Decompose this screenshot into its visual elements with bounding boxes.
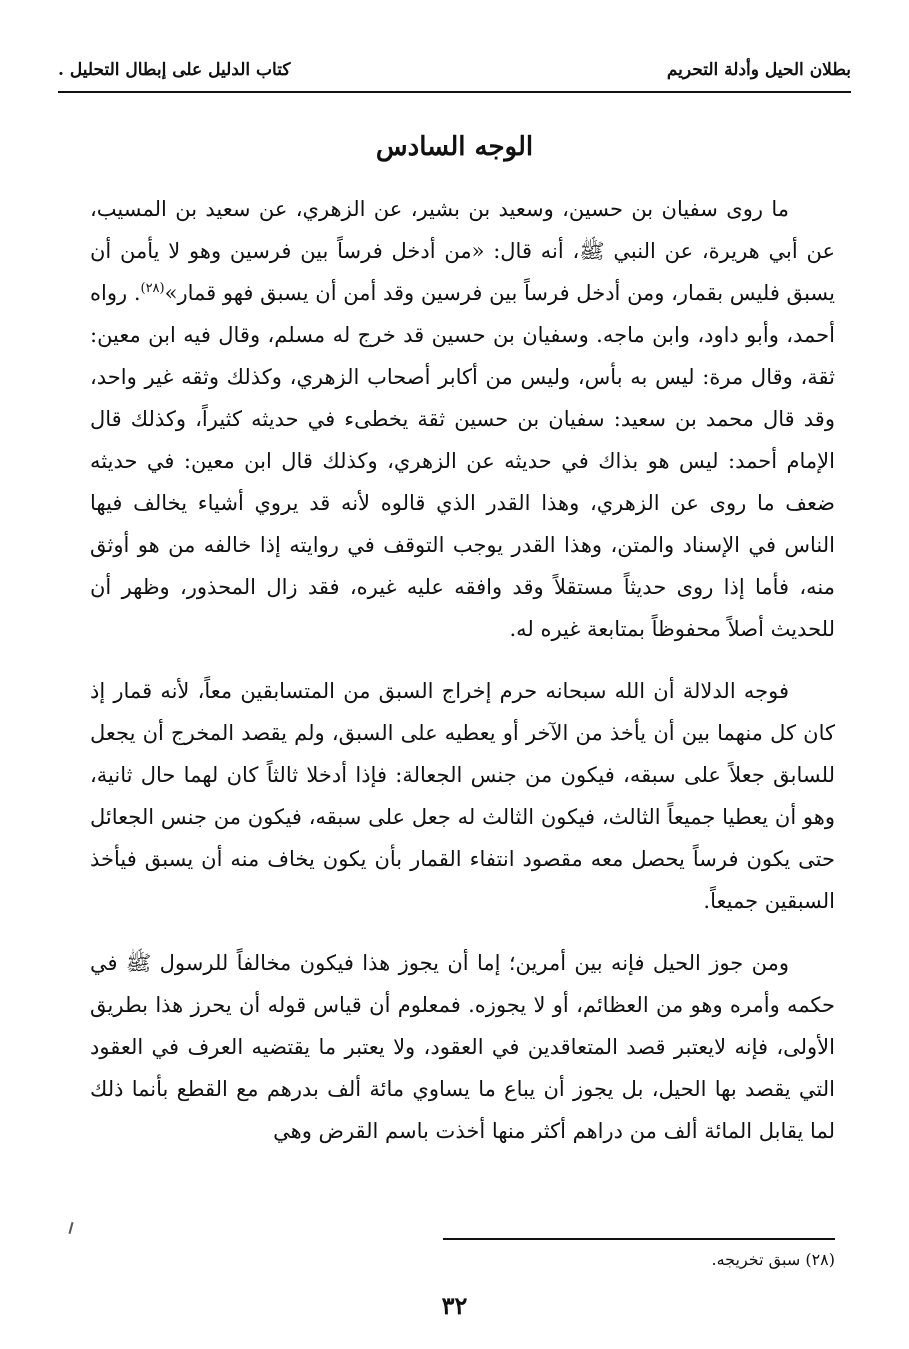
footnote-separator	[443, 1238, 835, 1240]
section-title: الوجه السادس	[375, 132, 534, 162]
paragraph-1-text-b: . رواه أحمد، وأبو داود، وابن ماجه. وسفيان بن حسين قد خرج له مسلم، وقال فيه ابن معين: ثقة، وقال مرة: ليس به بأس، وليس من أكابر أصحاب الزهري، وكذلك وثقه غير واحد، وقد قال محمد بن سعيد: سفيان بن حسين ثقة يخطىء في حديثه كثيراً، وكذلك قال الإمام أحمد: ليس هو بذاك في حديثه عن الزهري، وكذلك قال ابن معين: في حديثه ضعف ما روى عن الزهري، وهذا القدر الذي قالوه لأنه قد يروي أشياء يخالف فيها الناس في الإسناد والمتن، وهذا القدر يوجب التوقف في روايته إذا خالفه من هو أوثق منه، فأما إذا روى حديثاً مستقلاً وقد وافقه عليه غيره، فقد زال المحذور، وظهر أن للحديث أصلاً محفوظاً بمتابعة غيره له.	[90, 281, 836, 641]
paragraph-1-text-a: ما روى سفيان بن حسين، وسعيد بن بشير، عن الزهري، عن سعيد بن المسيب، عن أبي هريرة، عن النبي ﷺ، أنه قال: «من أدخل فرساً بين فرسين وهو لا يأمن أن يسبق فليس بقمار، ومن أدخل فرساً بين فرسين وقد أمن أن يسبق فهو قمار»	[90, 197, 835, 305]
header-rule	[58, 91, 851, 93]
page-number: ٣٢	[441, 1291, 468, 1320]
footnote: (٢٨) سبق تخريجه.	[711, 1250, 835, 1269]
paragraph-1	[90, 188, 835, 650]
header-book-title: بطلان الحيل وأدلة التحريم	[666, 60, 851, 80]
running-header	[58, 60, 851, 96]
paragraph-2: فوجه الدلالة أن الله سبحانه حرم إخراج السبق من المتسابقين معاً، لأنه قمار إذ كان كل منهما بين أن يأخذ من الآخر أو يعطيه على السبق، ولم يقصد المخرج أن يجعل للسابق جعلاً على سبقه، فيكون من جنس الجعالة: فإذا أدخلا ثالثاً كان لهما حال ثانية، وهو أن يعطيا جميعاً الثالث، فيكون الثالث له جعل على سبقه، فيكون من جنس الجعائل حتى يكون فرساً يحصل معه مقصود انتفاء القمار بأن يكون يخاف منه أن يسبق فيأخذ السبقين جميعاً.	[90, 679, 835, 913]
margin-mark	[68, 1222, 73, 1234]
footnote-reference[interactable]: (٢٨)	[140, 281, 165, 296]
main-text	[90, 188, 835, 1152]
paragraph-3: ومن جوز الحيل فإنه بين أمرين؛ إما أن يجوز هذا فيكون مخالفاً للرسول ﷺ في حكمه وأمره وهو من العظائم، أو لا يجوزه. فمعلوم أن قياس قوله أن يحرز هذا بطريق الأولى، فإنه لايعتبر قصد المتعاقدين في العقود، ولا يعتبر ما يقتضيه العرف في العقود التي يقصد بها الحيل، بل يجوز أن يباع ما يساوي مائة ألف بدرهم مع القطع بأنما ذلك لما يقابل المائة ألف من دراهم أكثر منها أخذت باسم القرض وهي	[90, 951, 835, 1143]
header-chapter-title: كتاب الدليل على إبطال التحليل .	[58, 60, 291, 80]
